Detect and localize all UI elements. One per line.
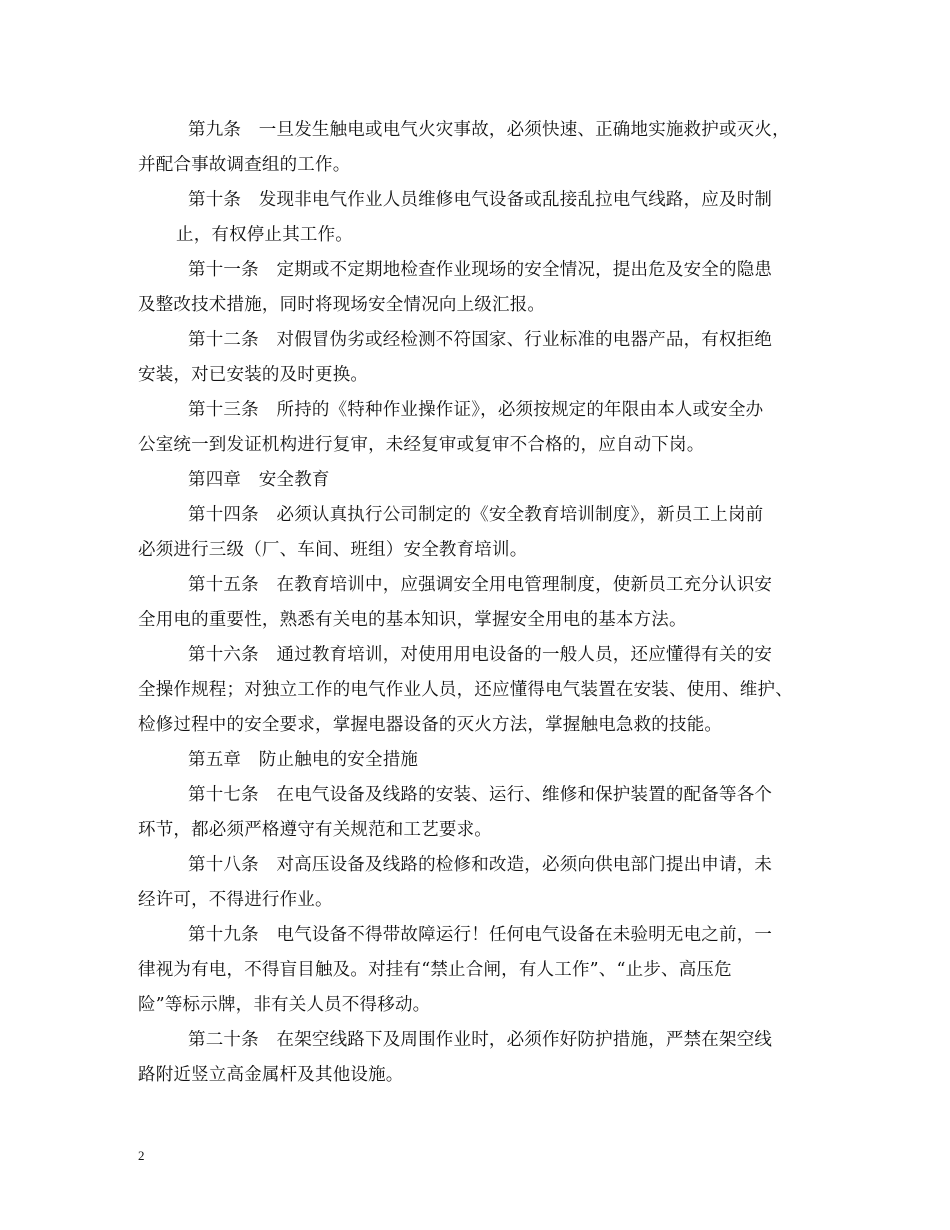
chapter-heading: 第五章 防止触电的安全措施 bbox=[188, 750, 419, 770]
text-line: 第十三条 所持的《特种作业操作证》，必须按规定的年限由本人或安全办 bbox=[188, 400, 764, 420]
text-line: 第十八条 对高压设备及线路的检修和改造，必须向供电部门提出申请，未 bbox=[188, 855, 773, 875]
text-line: 环节，都必须严格遵守有关规范和工艺要求。 bbox=[138, 820, 492, 840]
text-line: 公室统一到发证机构进行复审，未经复审或复审不合格的，应自动下岗。 bbox=[138, 435, 705, 455]
text-line: 第九条 一旦发生触电或电气火灾事故，必须快速、正确地实施救护或灭火， bbox=[188, 120, 790, 140]
text-line: 第二十条 在架空线路下及周围作业时，必须作好防护措施，严禁在架空线 bbox=[188, 1030, 773, 1050]
text-line: 路附近竖立高金属杆及其他设施。 bbox=[138, 1065, 404, 1085]
text-line: 全用电的重要性，熟悉有关电的基本知识，掌握安全用电的基本方法。 bbox=[138, 610, 687, 630]
text-line: 律视为有电，不得盲目触及。对挂有“禁止合闸，有人工作”、“止步、高压危 bbox=[138, 960, 732, 980]
text-line: 止，有权停止其工作。 bbox=[176, 225, 353, 245]
text-line: 险”等标示牌，非有关人员不得移动。 bbox=[138, 995, 431, 1015]
text-line: 全操作规程；对独立工作的电气作业人员，还应懂得电气装置在安装、使用、维护、 bbox=[138, 680, 793, 700]
text-line: 及整改技术措施，同时将现场安全情况向上级汇报。 bbox=[138, 295, 546, 315]
text-line: 安装，对已安装的及时更换。 bbox=[138, 365, 369, 385]
text-line: 第十九条 电气设备不得带故障运行！任何电气设备在未验明无电之前，一 bbox=[188, 925, 773, 945]
text-line: 经许可，不得进行作业。 bbox=[138, 890, 333, 910]
text-line: 第十六条 通过教育培训，对使用用电设备的一般人员，还应懂得有关的安 bbox=[188, 645, 773, 665]
text-line: 第十二条 对假冒伪劣或经检测不符国家、行业标准的电器产品，有权拒绝 bbox=[188, 330, 773, 350]
text-line: 第十一条 定期或不定期地检查作业现场的安全情况，提出危及安全的隐患 bbox=[188, 260, 773, 280]
text-line: 第十七条 在电气设备及线路的安装、运行、维修和保护装置的配备等各个 bbox=[188, 785, 773, 805]
chapter-heading: 第四章 安全教育 bbox=[188, 470, 330, 490]
text-line: 检修过程中的安全要求，掌握电器设备的灭火方法，掌握触电急救的技能。 bbox=[138, 715, 723, 735]
text-line: 并配合事故调查组的工作。 bbox=[138, 155, 351, 175]
text-line: 必须进行三级（厂、车间、班组）安全教育培训。 bbox=[138, 540, 528, 560]
text-line: 第十条 发现非电气作业人员维修电气设备或乱接乱拉电气线路，应及时制 bbox=[188, 190, 773, 210]
text-line: 第十四条 必须认真执行公司制定的《安全教育培训制度》，新员工上岗前 bbox=[188, 505, 764, 525]
text-line: 第十五条 在教育培训中，应强调安全用电管理制度，使新员工充分认识安 bbox=[188, 575, 773, 595]
page-number: 2 bbox=[138, 1148, 145, 1163]
